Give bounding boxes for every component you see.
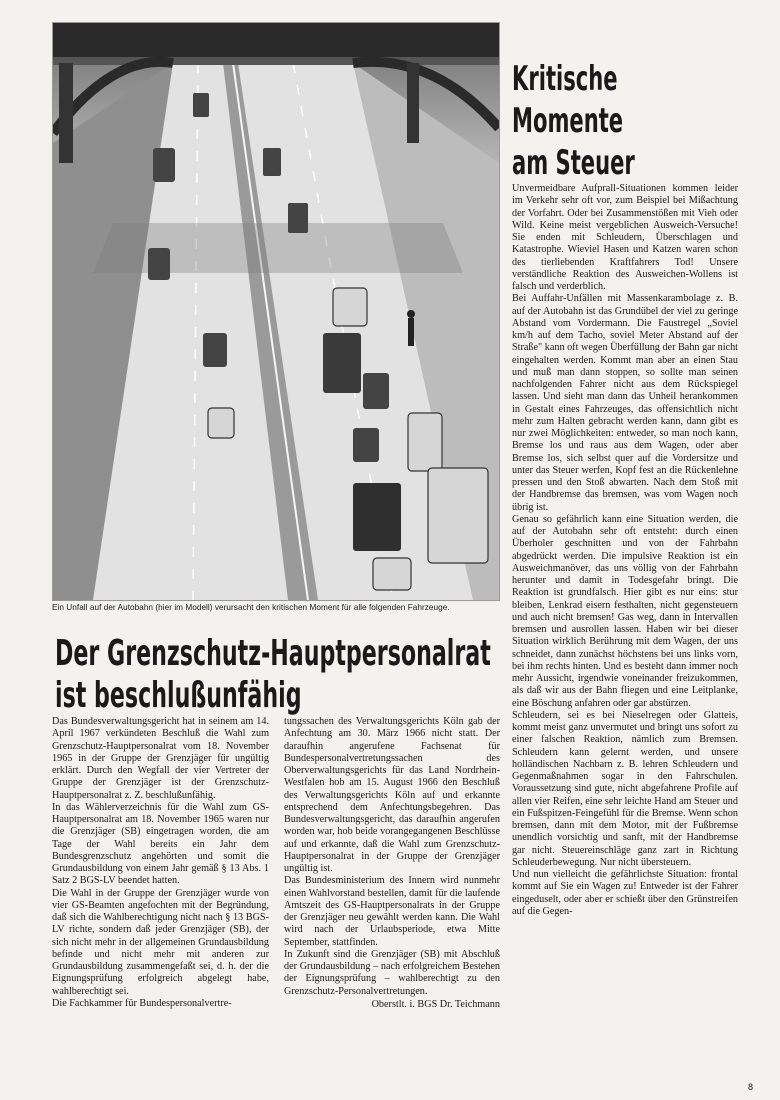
main-article-title	[55, 633, 522, 717]
side-article-body	[512, 183, 738, 1098]
paragraph: tungssachen des Verwaltungsgerichts Köln gab der Anfechtung am 30. März 1966 nicht statt. Der daraufhin angerufene Fachsenat für Bundespersonalvertretungssachen des Oberverwaltungsgerichts für das Land Nordrhein-Westfalen hob am 15. August 1966 den Beschluß des Verwaltungsgerichts Köln auf und erkannte entsprechend dem Anfechtungsbegehren. Das Bundesverwaltungsgericht, das daraufhin angerufen worden war, hob beide vorangegangenen Beschlüsse auf und erkannte, daß die Wahl zum Grenzschutz-Hauptpersonalrat in der Gruppe der Grenzjäger ungültig ist.	[284, 716, 500, 874]
paragraph: Die Fachkammer für Bundespersonalvertre-	[52, 997, 232, 1009]
paragraph: Die Wahl in der Gruppe der Grenzjäger wurde von vier GS-Beamten angefochten mit der Begründung, daß sich die Wahlberechtigung nicht nach § 13 BGS-LV richte, sondern daß jeder Grenzjäger (SB), der sich nicht mehr in der allgemeinen Grundausbildung befinde und nicht mehr mit anderen zur Grundausbildung zusammengefaßt sei, d. h. der die Eignungsprüfung erfolgreich abgelegt habe, wahlberechtigt sei.	[52, 887, 269, 997]
main-title-line: ist beschlußunfähig	[55, 675, 302, 716]
main-title-line: Der Grenzschutz-Hauptpersonalrat	[55, 633, 491, 674]
paragraph: Genau so gefährlich kann eine Situation werden, die auf der Autobahn sehr oft entsteht: durch einen Überholer geschnitten und von der Fahrbahn abgedrückt werden. Die impulsive Reaktion ist ein Ausweichmanöver, das uns völlig von der Fahrbahn herunter und damit in Todesgefahr bringt. Die Reaktion ist grundfalsch. Hier gibt es nur eins: stur bleiben, Lenkrad eisern festhalten, nicht gegensteuern und auch nicht bremsen! Gas weg, dann in Intervallen bremsen und ausrollen lassen. Haben wir bei dieser Situation wirklich Berührung mit dem Wagen, der uns schneidet, dann zunächst höchstens bei uns links vorn, bei ihm rechts hinten. Und es besteht dann immer noch mehr Aussicht, irgendwie voneinander freizukommen, als daß wir aus der Bahn fliegen und eine Leitplanke, eine Böschung anfahren oder gar abstürzen.	[512, 513, 738, 709]
main-article-column-2	[284, 716, 500, 1096]
page-number: 8	[748, 1082, 754, 1092]
paragraph: In das Wählerverzeichnis für die Wahl zum GS-Hauptpersonalrat am 18. November 1965 waren nur die Grenzjäger (SB) eingetragen worden, die am Tage der Wahl bereits ein Jahr dem Bundesgrenzschutz angehörten und somit die Grundausbildung von einem Jahr gemäß § 13 Abs. 1 Satz 2 BGS-LV beendet hatten.	[52, 801, 269, 887]
paragraph: Schleudern, sei es bei Nieselregen oder Glatteis, kommt meist ganz unvermutet und bringt uns sofort zu einer falschen Reaktion, nämlich zum Bremsen. Schleudern kann gelernt werden, und unsere holländischen Nachbarn z. B. lehren Schleudern und Gegenmaßnahmen sogar in den Fahrschulen. Voraussetzung sind gute, nicht abgefahrene Profile auf allen vier Reifen, eine sehr leichte Hand am Steuer und ein Fußspitzen-Feingefühl für die Bremse. Wenn schon bremsen, dann mit dem Motor, mit der Fußbremse unendlich vorsichtig und sanft, mit der Handbremse gar nicht. Steuereinschläge ganz zart in Richtung Schleuderbewegung. Nur nicht übersteuern.	[512, 709, 738, 868]
author-signature: Oberstlt. i. BGS Dr. Teichmann	[371, 998, 500, 1010]
paragraph: Und nun vielleicht die gefährlichste Situation: frontal kommt auf Sie ein Wagen zu! Entweder ist der Fahrer eingeduselt, oder aber er schießt über den Grünstreifen auf die Gegen-	[512, 869, 738, 917]
side-title-line: am Steuer	[512, 143, 635, 183]
highway-model-photo	[52, 22, 500, 601]
photo-caption: Ein Unfall auf der Autobahn (hier im Modell) verursacht den kritischen Moment für alle folgenden Fahrzeuge.	[52, 603, 450, 612]
paragraph: Das Bundesverwaltungsgericht hat in seinem am 14. April 1967 verkündeten Beschluß die Wahl zum Grenzschutz-Hauptpersonalrat vom 18. November 1965 in der Gruppe der Grenzjäger für ungültig erklärt. Durch den Wegfall der vier Vertreter der Gruppe der Grenzjäger ist der Grenzschutz-Hauptpersonalrat z. Z. beschlußunfähig.	[52, 716, 269, 801]
paragraph: Das Bundesministerium des Innern wird nunmehr einen Wahlvorstand bestellen, damit für die laufende Amtszeit des GS-Hauptpersonalrats in der Gruppe der Grenzjäger neu gewählt werden kann. Die Wahl wird nach der Urlaubsperiode, etwa Mitte September, stattfinden.	[284, 875, 500, 948]
paragraph: Unvermeidbare Aufprall-Situationen kommen leider im Verkehr sehr oft vor, zum Beispiel bei Mißachtung der Vorfahrt. Oder bei Zusammenstößen mit Vieh oder Wild. Keine meist vergeblichen Ausweich-Versuche! Sie enden mit Schleudern, Überschlagen und Katastrophe. Wieviel Hasen und Katzen waren schon des tierliebenden Kraftfahrers Tod! Unsere verständliche Reaktion des Ausweichen-Wollens ist falsch und verderblich.	[512, 183, 738, 292]
paragraph: In Zukunft sind die Grenzjäger (SB) mit Abschluß der Grundausbildung – nach erfolgreichem Bestehen der Eignungsprüfung – wahlberechtigt zu den Grenzschutz-Personalvertretungen.	[284, 948, 500, 997]
side-title-line: Kritische	[512, 59, 618, 99]
side-article-title	[512, 58, 661, 184]
main-article-column-1	[52, 716, 269, 1096]
paragraph: Bei Auffahr-Unfällen mit Massenkarambolage z. B. auf der Autobahn ist das Grundübel der viel zu geringe Abstand vom Vordermann. Die Faustregel „Soviel km/h auf dem Tacho, soviel Meter Abstand auf der Straße" kann oft wegen Überfüllung der Bahn gar nicht eingehalten werden. Kommt man aber an einen Stau und muß man dann stoppen, so sollte man seinen nachfolgenden Fahrer nicht aus dem Rückspiegel lassen. Und sieht man dann das Unheil herankommen in Gestalt eines Fahrzeuges, das offensichtlich nicht mehr zum Halten gebracht werden kann, dann gibt es nur zwei Möglichkeiten: entweder, so man noch kann, Bremse los und raus aus dem Wagen, oder aber Bremse los, sich selbst quer auf die Vordersitze und unter das Steuer werfen, Kopf fest an die Rückenlehne pressen und den Stoß abwarten. Nach dem Stoß mit der Handbremse das bremsen, was vom Wagen noch übrig ist.	[512, 293, 738, 513]
side-title-line: Momente	[512, 101, 624, 141]
